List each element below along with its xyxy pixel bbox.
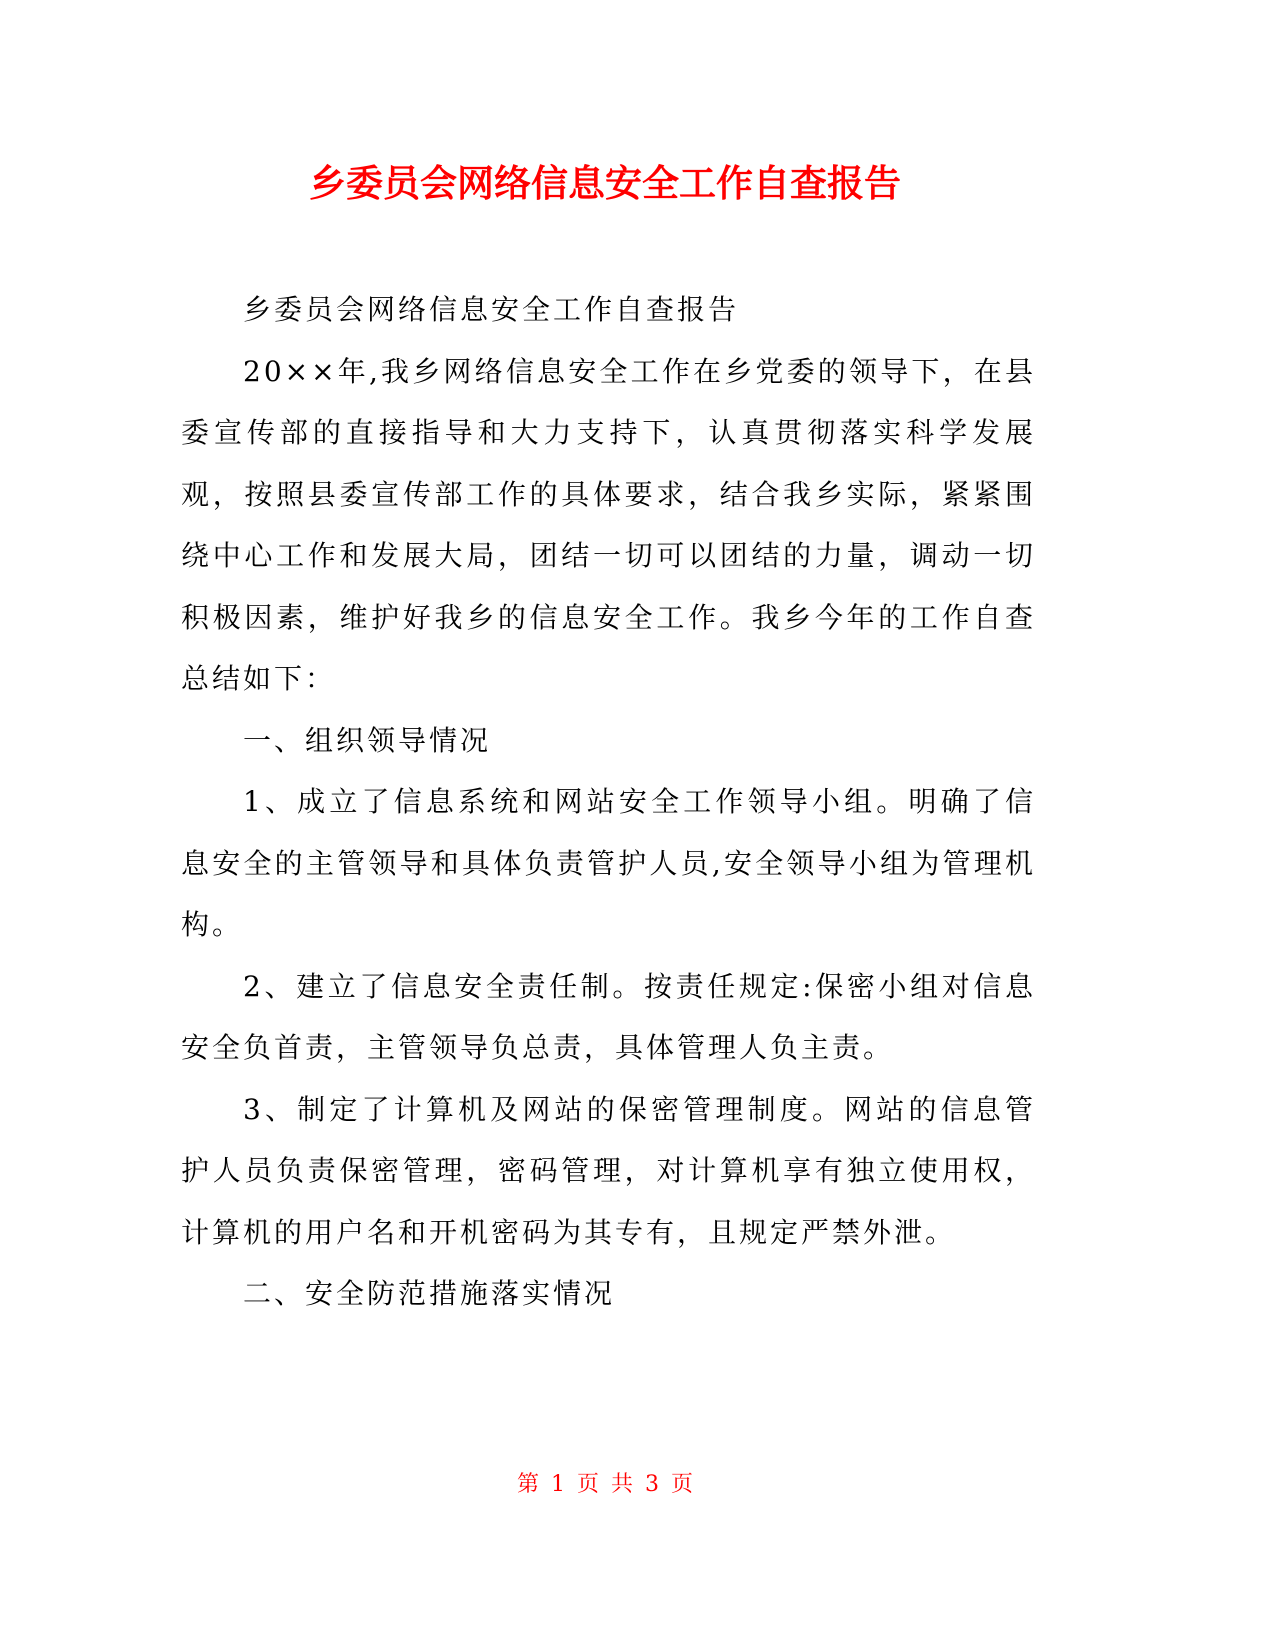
footer-total-unit: 页 bbox=[671, 1472, 694, 1497]
item-paragraph-3: 3、制定了计算机及网站的保密管理制度。网站的信息管护人员负责保密管理，密码管理，对计算机享有独立使用权，计算机的用户名和开机密码为其专有，且规定严禁外泄。 bbox=[181, 1092, 1036, 1249]
footer-current-page: 1 bbox=[550, 1472, 565, 1497]
item-paragraph-2: 2、建立了信息安全责任制。按责任规定:保密小组对信息安全负首责，主管领导负总责，具体管理人负主责。 bbox=[181, 969, 1036, 1064]
item-paragraph-1: 1、成立了信息系统和网站安全工作领导小组。明确了信息安全的主管领导和具体负责管护人员,安全领导小组为管理机构。 bbox=[181, 785, 1036, 941]
document-body bbox=[181, 279, 1036, 1325]
document-title: 乡委员会网络信息安全工作自查报告 bbox=[309, 162, 901, 205]
intro-paragraph: 20××年,我乡网络信息安全工作在乡党委的领导下，在县委宣传部的直接指导和大力支持下，认真贯彻落实科学发展观，按照县委宣传部工作的具体要求，结合我乡实际，紧紧围绕中心工作和发展大局，团结一切可以团结的力量，调动一切积极因素，维护好我乡的信息安全工作。我乡今年的工作自查总结如下： bbox=[181, 354, 1036, 695]
page-number-footer bbox=[0, 1470, 1210, 1500]
body-heading-paragraph: 乡委员会网络信息安全工作自查报告 bbox=[243, 293, 740, 326]
footer-total-label: 共 bbox=[611, 1472, 634, 1497]
footer-total-pages: 3 bbox=[645, 1472, 660, 1497]
section-heading-2: 二、安全防范措施落实情况 bbox=[243, 1277, 616, 1310]
footer-page-label: 第 bbox=[516, 1472, 539, 1497]
footer-page-unit: 页 bbox=[576, 1472, 599, 1497]
section-heading-1: 一、组织领导情况 bbox=[243, 723, 492, 757]
